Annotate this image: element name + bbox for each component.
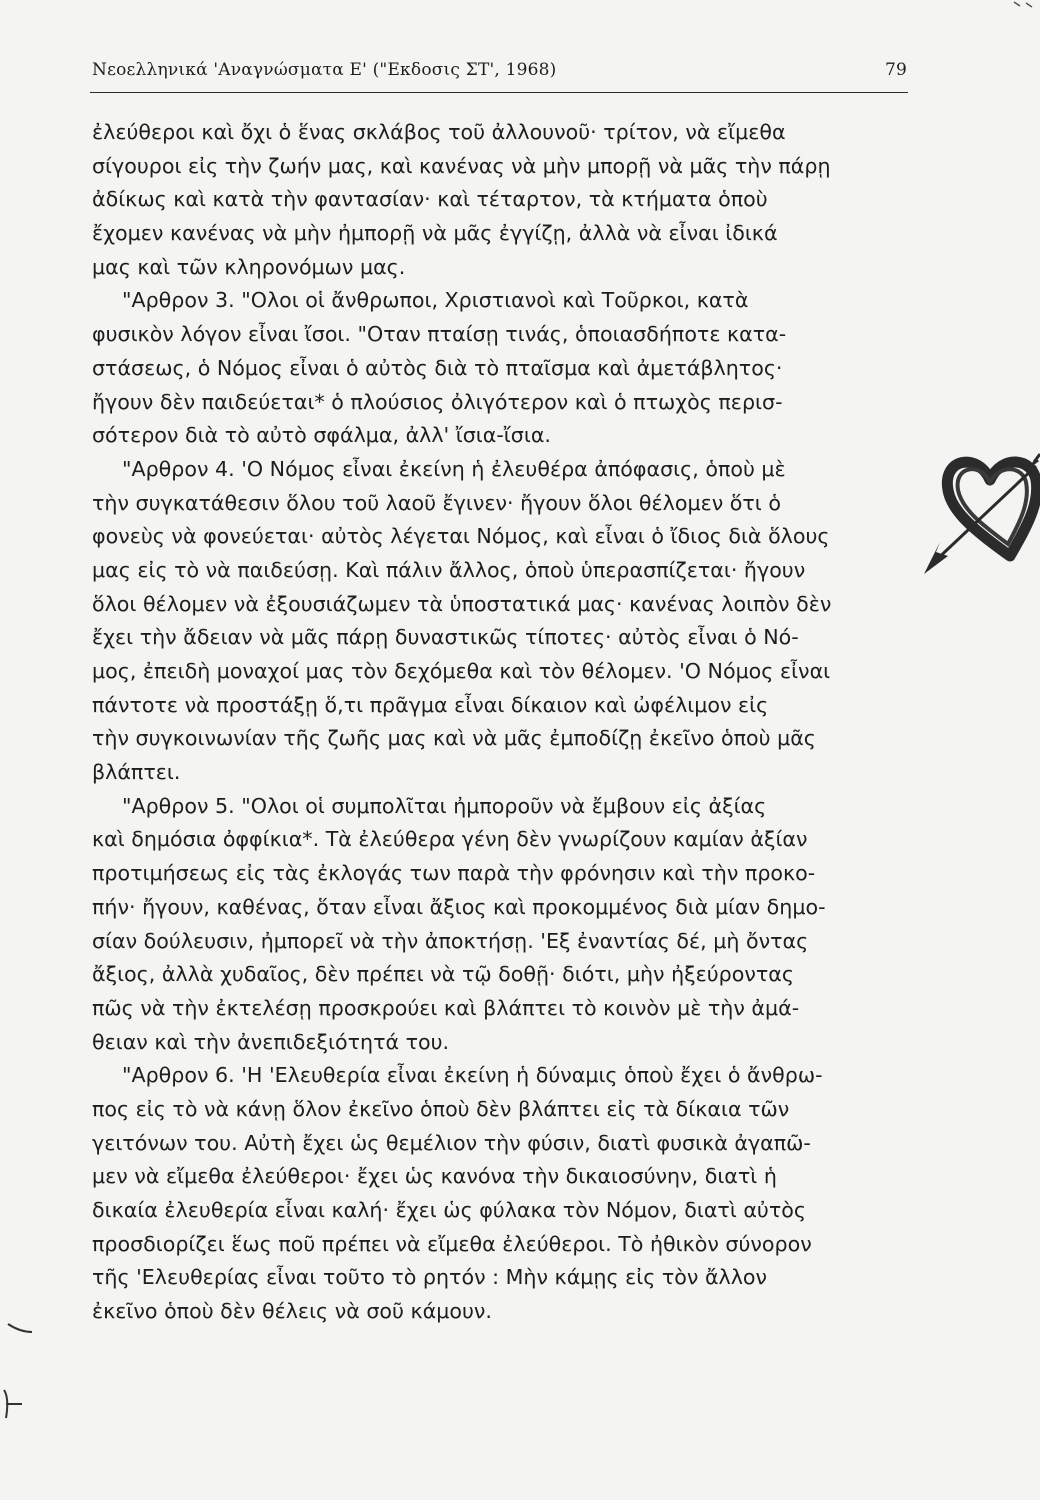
margin-bracket-mark xyxy=(0,1384,30,1424)
text-line: ἀδίκως καὶ κατὰ τὴν φαντασίαν· καὶ τέταρτον, τὰ κτήματα ὁποὺ xyxy=(92,187,768,212)
text-line: τὴν συγκατάθεσιν ὅλου τοῦ λαοῦ ἔγινεν· ἤγουν ὅλοι θέλομεν ὅτι ὁ xyxy=(92,490,781,515)
text-line: "Αρθρον 3. "Ολοι οἱ ἄνθρωποι, Χριστιανοὶ καὶ Τοῦρκοι, κατὰ xyxy=(122,288,749,313)
text-line: μας καὶ τῶν κληρονόμων μας. xyxy=(92,254,406,279)
text-line: φυσικὸν λόγον εἶναι ἴσοι. "Οταν πταίσῃ τινάς, ὁποιασδήποτε κατα- xyxy=(92,322,787,347)
text-line: ὅλοι θέλομεν νὰ ἐξουσιάζωμεν τὰ ὑποστατικά μας· κανένας λοιπὸν δὲν xyxy=(92,591,832,616)
text-line: μεν νὰ εἴμεθα ἐλεύθεροι· ἔχει ὡς κανόνα τὴν δικαιοσύνην, διατὶ ἡ xyxy=(92,1164,777,1189)
text-line: "Αρθρον 6. 'Η 'Ελευθερία εἶναι ἐκείνη ἡ δύναμις ὁποὺ ἔχει ὁ ἄνθρω- xyxy=(122,1063,823,1088)
corner-mark xyxy=(1010,0,1040,10)
text-line: μας εἰς τὸ νὰ παιδεύσῃ. Καὶ πάλιν ἄλλος, ὁποὺ ὑπερασπίζεται· ἤγουν xyxy=(92,557,806,582)
text-line: "Αρθρον 5. "Ολοι οἱ συμπολῖται ἠμποροῦν νὰ ἔμβουν εἰς ἀξίας xyxy=(122,793,767,818)
text-line: ἄξιος, ἀλλὰ χυδαῖος, δὲν πρέπει νὰ τῷ δοθῇ· διότι, μὴν ἠξεύροντας xyxy=(92,962,794,987)
header-rule xyxy=(90,92,908,93)
text-line: "Αρθρον 4. 'Ο Νόμος εἶναι ἐκείνη ἡ ἐλευθέρα ἀπόφασις, ὁποὺ μὲ xyxy=(122,456,786,481)
text-line: τῆς 'Ελευθερίας εἶναι τοῦτο τὸ ρητόν : Μὴν κάμῃς εἰς τὸν ἄλλον xyxy=(92,1265,768,1290)
text-line: γειτόνων του. Αὐτὴ ἔχει ὡς θεμέλιον τὴν φύσιν, διατὶ φυσικὰ ἀγαπῶ- xyxy=(92,1130,811,1155)
text-line: μος, ἐπειδὴ μοναχοί μας τὸν δεχόμεθα καὶ τὸν θέλομεν. 'Ο Νόμος εἶναι xyxy=(92,659,831,683)
text-line: ἔχει τὴν ἄδειαν νὰ μᾶς πάρῃ δυναστικῶς τίποτες· αὐτὸς εἶναι ὁ Νό- xyxy=(92,625,799,650)
margin-pencil-mark xyxy=(0,1318,40,1340)
text-line: πήν· ἤγουν, καθένας, ὅταν εἶναι ἄξιος καὶ προκομμένος διὰ μίαν δημο- xyxy=(92,894,826,919)
text-line: ἔχομεν κανένας νὰ μὴν ἠμπορῇ νὰ μᾶς ἐγγίζῃ, ἀλλὰ νὰ εἶναι ἰδικά xyxy=(92,221,778,246)
heart-with-arrow-icon xyxy=(918,418,1040,588)
text-line: πος εἰς τὸ νὰ κάνῃ ὅλον ἐκεῖνο ὁποὺ δὲν βλάπτει εἰς τὰ δίκαια τῶν xyxy=(92,1096,790,1121)
body-text xyxy=(92,116,922,1329)
text-line: φονεὺς νὰ φονεύεται· αὐτὸς λέγεται Νόμος, καὶ εἶναι ὁ ἴδιος διὰ ὅλους xyxy=(92,524,830,549)
text-line: ἤγουν δὲν παιδεύεται* ὁ πλούσιος ὀλιγότερον καὶ ὁ πτωχὸς περισ- xyxy=(92,389,783,414)
running-header-title: Νεοελληνικά 'Αναγνώσματα Ε' ("Εκδοσις ΣΤ', 1968) xyxy=(92,60,557,80)
text-line: τὴν συγκοινωνίαν τῆς ζωῆς μας καὶ νὰ μᾶς ἐμποδίζῃ ἐκεῖνο ὁποὺ μᾶς xyxy=(92,726,816,751)
text-line: πάντοτε νὰ προστάξῃ ὅ,τι πρᾶγμα εἶναι δίκαιον καὶ ὠφέλιμον εἰς xyxy=(92,692,769,717)
text-line: σίγουροι εἰς τὴν ζωήν μας, καὶ κανένας νὰ μὴν μπορῇ νὰ μᾶς τὴν πάρῃ xyxy=(92,153,831,178)
text-line: θειαν καὶ τὴν ἀνεπιδεξιότητά του. xyxy=(92,1029,450,1054)
text-line: ἐλεύθεροι καὶ ὄχι ὁ ἕνας σκλάβος τοῦ ἀλλουνοῦ· τρίτον, νὰ εἴμεθα xyxy=(92,120,786,144)
text-line: προσδιορίζει ἕως ποῦ πρέπει νὰ εἴμεθα ἐλεύθεροι. Τὸ ἠθικὸν σύνορον xyxy=(92,1231,812,1256)
text-line: καὶ δημόσια ὀφφίκια*. Τὰ ἐλεύθερα γένη δὲν γνωρίζουν καμίαν ἀξίαν xyxy=(92,827,808,852)
running-header xyxy=(92,60,907,90)
page-number: 79 xyxy=(884,60,907,80)
text-line: προτιμήσεως εἰς τὰς ἐκλογάς των παρὰ τὴν φρόνησιν καὶ τὴν προκο- xyxy=(92,861,816,886)
text-line: ἐκεῖνο ὁποὺ δὲν θέλεις νὰ σοῦ κάμουν. xyxy=(92,1299,492,1324)
text-line: δικαία ἐλευθερία εἶναι καλή· ἔχει ὡς φύλακα τὸν Νόμον, διατὶ αὐτὸς xyxy=(92,1198,806,1222)
text-line: σότερον διὰ τὸ αὐτὸ σφάλμα, ἀλλ' ἴσια-ἴσια. xyxy=(92,423,551,448)
text-line: βλάπτει. xyxy=(92,760,181,785)
text-line: πῶς νὰ τὴν ἐκτελέσῃ προσκρούει καὶ βλάπτει τὸ κοινὸν μὲ τὴν ἀμά- xyxy=(92,995,800,1020)
text-line: σίαν δούλευσιν, ἠμπορεῖ νὰ τὴν ἀποκτήσῃ. 'Εξ ἐναντίας δέ, μὴ ὄντας xyxy=(92,928,809,953)
text-line: στάσεως, ὁ Νόμος εἶναι ὁ αὐτὸς διὰ τὸ πταῖσμα καὶ ἀμετάβλητος· xyxy=(92,355,783,380)
